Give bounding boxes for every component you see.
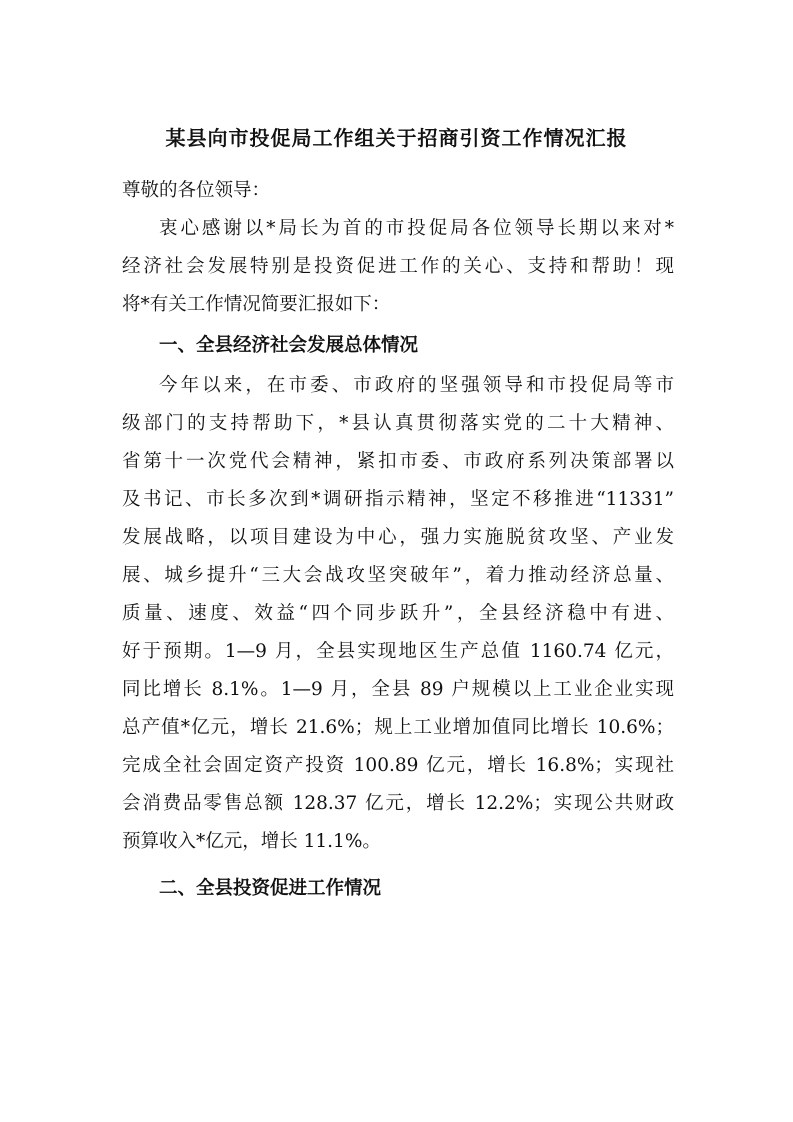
paragraph-line: 经济社会发展特别是投资促进工作的关心、支持和帮助！现 [122,256,674,277]
section-heading-2: 二、全县投资促进工作情况 [159,878,382,899]
paragraph-line: 及书记、市长多次到*调研指示精神，坚定不移推进“11331” [122,489,674,510]
section1-paragraph [122,367,674,861]
paragraph-line: 会消费品零售总额 128.37 亿元，增长 12.2%；实现公共财政 [122,793,674,814]
intro-paragraph [122,210,674,324]
paragraph-line: 衷心感谢以*局长为首的市投促局各位领导长期以来对* [159,218,674,239]
paragraph-line: 今年以来，在市委、市政府的坚强领导和市投促局等市 [159,375,674,396]
paragraph-line: 省第十一次党代会精神，紧扣市委、市政府系列决策部署以 [122,451,674,472]
paragraph-line: 质量、速度、效益“四个同步跃升”，全县经济稳中有进、 [122,603,674,624]
paragraph-line: 将*有关工作情况简要汇报如下： [122,294,391,315]
paragraph-line: 展、城乡提升“三大会战攻坚突破年”，着力推动经济总量、 [122,565,674,586]
document-body [122,172,674,910]
paragraph-line: 完成全社会固定资产投资 100.89 亿元，增长 16.8%；实现社 [122,755,674,776]
paragraph-line: 总产值*亿元，增长 21.6%；规上工业增加值同比增长 10.6%； [122,717,674,738]
paragraph-line: 级部门的支持帮助下，*县认真贯彻落实党的二十大精神、 [122,413,674,434]
document-title: 某县向市投促局工作组关于招商引资工作情况汇报 [165,126,628,150]
section-heading-1: 一、全县经济社会发展总体情况 [159,335,419,356]
paragraph-line: 预算收入*亿元，增长 11.1%。 [122,831,381,852]
paragraph-line: 好于预期。1—9 月，全县实现地区生产总值 1160.74 亿元， [122,641,674,662]
paragraph-line: 同比增长 8.1%。1—9 月，全县 89 户规模以上工业企业实现 [122,679,674,700]
paragraph-line: 发展战略，以项目建设为中心，强力实施脱贫攻坚、产业发 [122,527,674,548]
salutation: 尊敬的各位领导： [122,180,271,201]
